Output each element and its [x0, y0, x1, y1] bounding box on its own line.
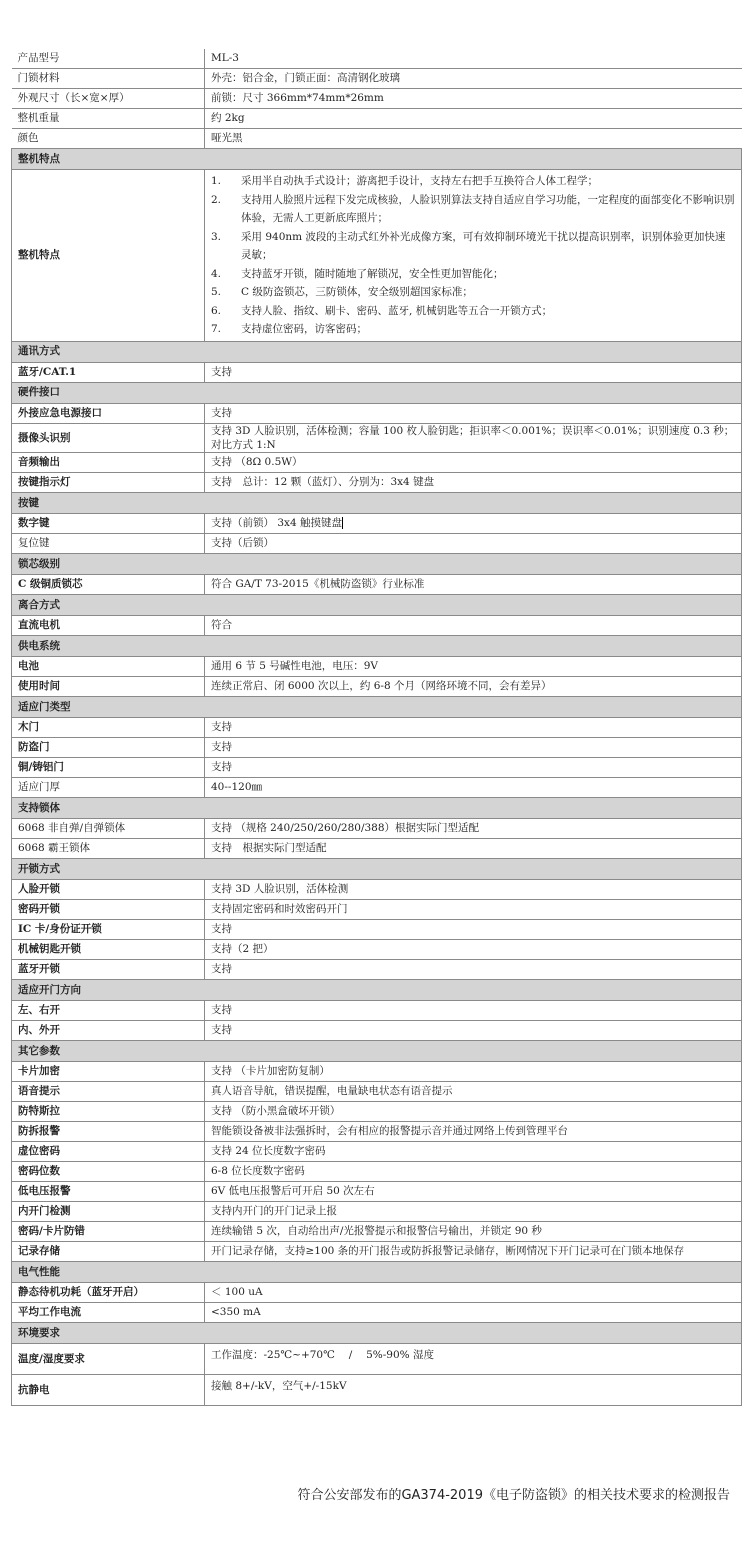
spec-value — [205, 676, 742, 696]
spec-value-text: 支持 3D 人脸识别，活体检测 — [211, 883, 349, 896]
spec-row — [12, 1201, 742, 1221]
spec-label: 摄像头识别 — [12, 423, 205, 452]
text-cursor — [342, 517, 343, 529]
spec-label: 防拆报警 — [12, 1121, 205, 1141]
spec-value — [205, 939, 742, 959]
report-footer-note: 符合公安部发布的GA374-2019《电子防盗锁》的相关技术要求的检测报告 — [297, 1488, 730, 1503]
section-header — [12, 594, 742, 615]
spec-label: 防盗门 — [12, 737, 205, 757]
spec-value-text: 支持 根据实际门型适配 — [211, 842, 327, 855]
spec-row — [12, 757, 742, 777]
spec-row — [12, 959, 742, 979]
spec-value — [205, 472, 742, 492]
spec-value-text: 支持 — [211, 406, 232, 419]
spec-value — [205, 879, 742, 899]
spec-row — [12, 656, 742, 676]
spec-value-text: 支持（后锁） — [211, 537, 274, 550]
spec-label: 数字键 — [12, 513, 205, 533]
spec-label: 产品型号 — [12, 49, 205, 69]
feature-item — [211, 283, 735, 302]
feature-list — [211, 172, 735, 339]
spec-value — [205, 1081, 742, 1101]
spec-label: 语音提示 — [12, 1081, 205, 1101]
spec-row — [12, 1241, 742, 1261]
spec-value-text: 支持 — [211, 1004, 232, 1017]
spec-value-text: 支持固定密码和时效密码开门 — [211, 903, 348, 916]
spec-value-text: 支持 — [211, 365, 232, 378]
spec-row — [12, 89, 742, 109]
spec-value — [205, 423, 742, 452]
spec-row — [12, 1181, 742, 1201]
spec-label: 密码位数 — [12, 1161, 205, 1181]
spec-row — [12, 879, 742, 899]
spec-value-text: 支持 — [211, 721, 232, 734]
spec-value — [205, 1241, 742, 1261]
section-header — [12, 797, 742, 818]
spec-label: 内开门检测 — [12, 1201, 205, 1221]
spec-row — [12, 1141, 742, 1161]
spec-row — [12, 1081, 742, 1101]
spec-table — [11, 49, 742, 1406]
section-header — [12, 149, 742, 170]
spec-row — [12, 717, 742, 737]
spec-value — [205, 1282, 742, 1302]
spec-value — [205, 1061, 742, 1081]
section-title: 离合方式 — [12, 594, 742, 615]
feature-item — [211, 228, 735, 265]
spec-row — [12, 574, 742, 594]
spec-value — [205, 1343, 742, 1374]
spec-value-text: 支持 — [211, 741, 232, 754]
feature-text: 支持用人脸照片远程下发完成核验，人脸识别算法支持自适应自学习功能，一定程度的面部变化不影响识别体验，无需人工更新底库照片； — [241, 193, 735, 224]
spec-value-text: 40--120㎜ — [211, 781, 262, 794]
spec-value — [205, 777, 742, 797]
spec-label: 铜/铸铝门 — [12, 757, 205, 777]
spec-label: 防特斯拉 — [12, 1101, 205, 1121]
spec-row — [12, 1121, 742, 1141]
feature-text: 支持蓝牙开锁，随时随地了解锁况，安全性更加智能化； — [241, 267, 504, 280]
spec-value — [205, 362, 742, 382]
feature-item — [211, 265, 735, 284]
spec-label: 内、外开 — [12, 1020, 205, 1040]
spec-value-text: 智能锁设备被非法强拆时，会有相应的报警提示音并通过网络上传到管理平台 — [211, 1125, 568, 1138]
spec-label: 平均工作电流 — [12, 1302, 205, 1322]
spec-label: 适应门厚 — [12, 777, 205, 797]
spec-row — [12, 533, 742, 553]
spec-label: 抗静电 — [12, 1374, 205, 1405]
feature-item — [211, 302, 735, 321]
spec-row — [12, 777, 742, 797]
spec-row — [12, 1282, 742, 1302]
section-header — [12, 553, 742, 574]
spec-row — [12, 919, 742, 939]
spec-label: 静态待机功耗（蓝牙开启） — [12, 1282, 205, 1302]
spec-value — [205, 1221, 742, 1241]
spec-value: 前锁：尺寸 366mm*74mm*26mm — [205, 89, 742, 109]
feature-text: 支持人脸、指纹、刷卡、密码、蓝牙, 机械钥匙等五合一开锁方式； — [241, 304, 553, 317]
spec-label: 密码/卡片防错 — [12, 1221, 205, 1241]
spec-label: 虚位密码 — [12, 1141, 205, 1161]
spec-label: 使用时间 — [12, 676, 205, 696]
spec-value: 约 2kg — [205, 109, 742, 129]
section-header — [12, 1261, 742, 1282]
spec-value — [205, 1000, 742, 1020]
spec-label: 整机重量 — [12, 109, 205, 129]
spec-value — [205, 1020, 742, 1040]
spec-label: 卡片加密 — [12, 1061, 205, 1081]
spec-value — [205, 1201, 742, 1221]
spec-value-text: 开门记录存储，支持≥100 条的开门报告或防拆报警记录储存，断网情况下开门记录可在门锁本地保存 — [211, 1245, 685, 1258]
section-title: 环境要求 — [12, 1322, 742, 1343]
feature-text: 采用 940nm 波段的主动式红外补光成像方案，可有效抑制环境光干扰以提高识别率，识别体验更加快速灵敏； — [241, 230, 726, 261]
spec-value-text: 通用 6 节 5 号碱性电池，电压：9V — [211, 660, 378, 673]
spec-row — [12, 1374, 742, 1405]
spec-row — [12, 838, 742, 858]
spec-row — [12, 899, 742, 919]
section-title: 通讯方式 — [12, 341, 742, 362]
spec-label: 低电压报警 — [12, 1181, 205, 1201]
spec-value-text: 符合 GA/T 73-2015《机械防盗锁》行业标准 — [211, 578, 425, 591]
spec-label: 门锁材料 — [12, 69, 205, 89]
spec-label: 密码开锁 — [12, 899, 205, 919]
spec-value — [205, 513, 742, 533]
section-title: 供电系统 — [12, 635, 742, 656]
section-title: 硬件接口 — [12, 382, 742, 403]
spec-value-text: 支持 3D 人脸识别，活体检测；容量 100 枚人脸钥匙；拒识率＜0.001%；误识率＜0.01%；识别速度 0.3 秒；对比方式 1:N — [211, 424, 735, 451]
spec-value-text: 支持 总计：12 颗（蓝灯）、分别为：3x4 键盘 — [211, 476, 435, 489]
spec-value — [205, 1161, 742, 1181]
spec-value — [205, 818, 742, 838]
spec-value — [205, 1141, 742, 1161]
feature-number: 3. — [211, 230, 222, 243]
spec-value: ML-3 — [205, 49, 742, 69]
spec-value-text: 连续正常启、闭 6000 次以上，约 6-8 个月（网络环境不同，会有差异） — [211, 680, 552, 693]
spec-value-text: 支持 — [211, 963, 232, 976]
feature-item — [211, 172, 735, 191]
spec-value — [205, 533, 742, 553]
spec-value-text: 支持（前锁） 3x4 触摸键盘 — [211, 517, 342, 530]
spec-row — [12, 1161, 742, 1181]
spec-value — [205, 1121, 742, 1141]
spec-value-text: 接触 8+/-kV，空气+/-15kV — [211, 1379, 347, 1392]
spec-label: 外观尺寸（长×宽×厚） — [12, 89, 205, 109]
feature-number: 4. — [211, 267, 222, 280]
spec-label: 蓝牙开锁 — [12, 959, 205, 979]
section-header — [12, 382, 742, 403]
spec-label: 电池 — [12, 656, 205, 676]
feature-text: C 级防盗锁芯，三防锁体，安全级别超国家标准； — [241, 286, 473, 298]
spec-value-text: 支持 （8Ω 0.5W） — [211, 456, 303, 469]
spec-value-text: <350 mA — [211, 1306, 261, 1319]
spec-row — [12, 513, 742, 533]
spec-value — [205, 656, 742, 676]
section-header — [12, 858, 742, 879]
spec-row — [12, 423, 742, 452]
spec-label: 机械钥匙开锁 — [12, 939, 205, 959]
spec-label: 左、右开 — [12, 1000, 205, 1020]
spec-row — [12, 818, 742, 838]
spec-row — [12, 1020, 742, 1040]
feature-number: 6. — [211, 304, 222, 317]
spec-row — [12, 129, 742, 149]
spec-label: 6068 霸王锁体 — [12, 838, 205, 858]
spec-value-text: 支持 （防小黑盒破坏开锁） — [211, 1105, 341, 1118]
spec-row — [12, 452, 742, 472]
spec-row — [12, 676, 742, 696]
spec-value-text: ＜ 100 uA — [211, 1286, 263, 1299]
spec-value — [205, 1302, 742, 1322]
spec-value-text: 支持 （卡片加密防复制） — [211, 1065, 330, 1078]
spec-label: 外接应急电源接口 — [12, 403, 205, 423]
spec-row — [12, 615, 742, 635]
spec-row — [12, 49, 742, 69]
spec-row — [12, 939, 742, 959]
spec-label: 复位键 — [12, 533, 205, 553]
section-title: 电气性能 — [12, 1261, 742, 1282]
spec-label: 按键指示灯 — [12, 472, 205, 492]
spec-row — [12, 69, 742, 89]
feature-row — [12, 170, 742, 342]
feature-item — [211, 320, 735, 339]
feature-text: 支持虚位密码，访客密码； — [241, 323, 367, 335]
spec-label: 6068 非自弹/自弹锁体 — [12, 818, 205, 838]
spec-label: 整机特点 — [12, 170, 205, 342]
spec-value — [205, 1181, 742, 1201]
feature-number: 1. — [211, 175, 222, 187]
spec-label: 蓝牙/CAT.1 — [12, 362, 205, 382]
spec-value-text: 支持（2 把） — [211, 943, 274, 956]
section-header — [12, 1322, 742, 1343]
spec-value-text: 支持 — [211, 923, 232, 936]
spec-label: 温度/湿度要求 — [12, 1343, 205, 1374]
spec-value: 外壳：铝合金，门锁正面：高清钢化玻璃 — [205, 69, 742, 89]
spec-label: 木门 — [12, 717, 205, 737]
spec-label: 音频输出 — [12, 452, 205, 472]
spec-row — [12, 1302, 742, 1322]
spec-value — [205, 737, 742, 757]
spec-value — [205, 717, 742, 737]
section-header — [12, 979, 742, 1000]
feature-item — [211, 191, 735, 228]
section-header — [12, 696, 742, 717]
spec-value-text: 6-8 位长度数字密码 — [211, 1165, 305, 1178]
spec-value-text: 支持 — [211, 1024, 232, 1037]
feature-number: 2. — [211, 193, 222, 206]
section-title: 适应开门方向 — [12, 979, 742, 1000]
section-title: 锁芯级别 — [12, 553, 742, 574]
spec-row — [12, 1343, 742, 1374]
spec-row — [12, 109, 742, 129]
spec-row — [12, 1221, 742, 1241]
spec-row — [12, 472, 742, 492]
feature-number: 5. — [211, 286, 222, 298]
feature-text: 采用半自动执手式设计；游离把手设计，支持左右把手互换符合人体工程学； — [241, 175, 598, 187]
spec-value — [205, 574, 742, 594]
feature-number: 7. — [211, 323, 222, 335]
spec-value — [205, 403, 742, 423]
spec-row — [12, 1000, 742, 1020]
spec-value — [205, 615, 742, 635]
spec-value — [205, 899, 742, 919]
spec-value-text: 支持 （规格 240/250/260/280/388）根据实际门型适配 — [211, 822, 480, 835]
spec-label: IC 卡/身份证开锁 — [12, 919, 205, 939]
spec-row — [12, 737, 742, 757]
spec-row — [12, 403, 742, 423]
spec-value-text: 符合 — [211, 619, 232, 632]
spec-value-text: 支持 — [211, 761, 232, 774]
spec-value-text: 真人语音导航，错误提醒，电量缺电状态有语音提示 — [211, 1085, 453, 1098]
spec-value-text: 连续输错 5 次，自动给出声/光报警提示和报警信号输出，并锁定 90 秒 — [211, 1225, 542, 1238]
spec-row — [12, 1101, 742, 1121]
spec-label: 颜色 — [12, 129, 205, 149]
spec-label: 人脸开锁 — [12, 879, 205, 899]
section-title: 适应门类型 — [12, 696, 742, 717]
spec-value — [205, 919, 742, 939]
feature-list-cell — [205, 170, 742, 342]
spec-value — [205, 959, 742, 979]
spec-value — [205, 1101, 742, 1121]
section-title: 其它参数 — [12, 1040, 742, 1061]
spec-value — [205, 838, 742, 858]
spec-row — [12, 1061, 742, 1081]
spec-label: 记录存储 — [12, 1241, 205, 1261]
section-header — [12, 635, 742, 656]
section-title: 支持锁体 — [12, 797, 742, 818]
spec-row — [12, 362, 742, 382]
spec-value — [205, 452, 742, 472]
spec-value-text: 支持内开门的开门记录上报 — [211, 1205, 337, 1218]
section-header — [12, 1040, 742, 1061]
spec-value — [205, 757, 742, 777]
spec-value-text: 6V 低电压报警后可开启 50 次左右 — [211, 1185, 375, 1198]
spec-value — [205, 1374, 742, 1405]
section-header — [12, 492, 742, 513]
section-title: 按键 — [12, 492, 742, 513]
spec-value-text: 支持 24 位长度数字密码 — [211, 1145, 326, 1158]
section-title: 开锁方式 — [12, 858, 742, 879]
spec-label: C 级铜质锁芯 — [12, 574, 205, 594]
spec-table-body — [12, 49, 742, 1405]
spec-value: 哑光黑 — [205, 129, 742, 149]
section-header — [12, 341, 742, 362]
spec-value-text: 工作温度：-25℃~+70℃ / 5%-90% 湿度 — [211, 1348, 434, 1361]
spec-label: 直流电机 — [12, 615, 205, 635]
section-title: 整机特点 — [12, 149, 742, 170]
